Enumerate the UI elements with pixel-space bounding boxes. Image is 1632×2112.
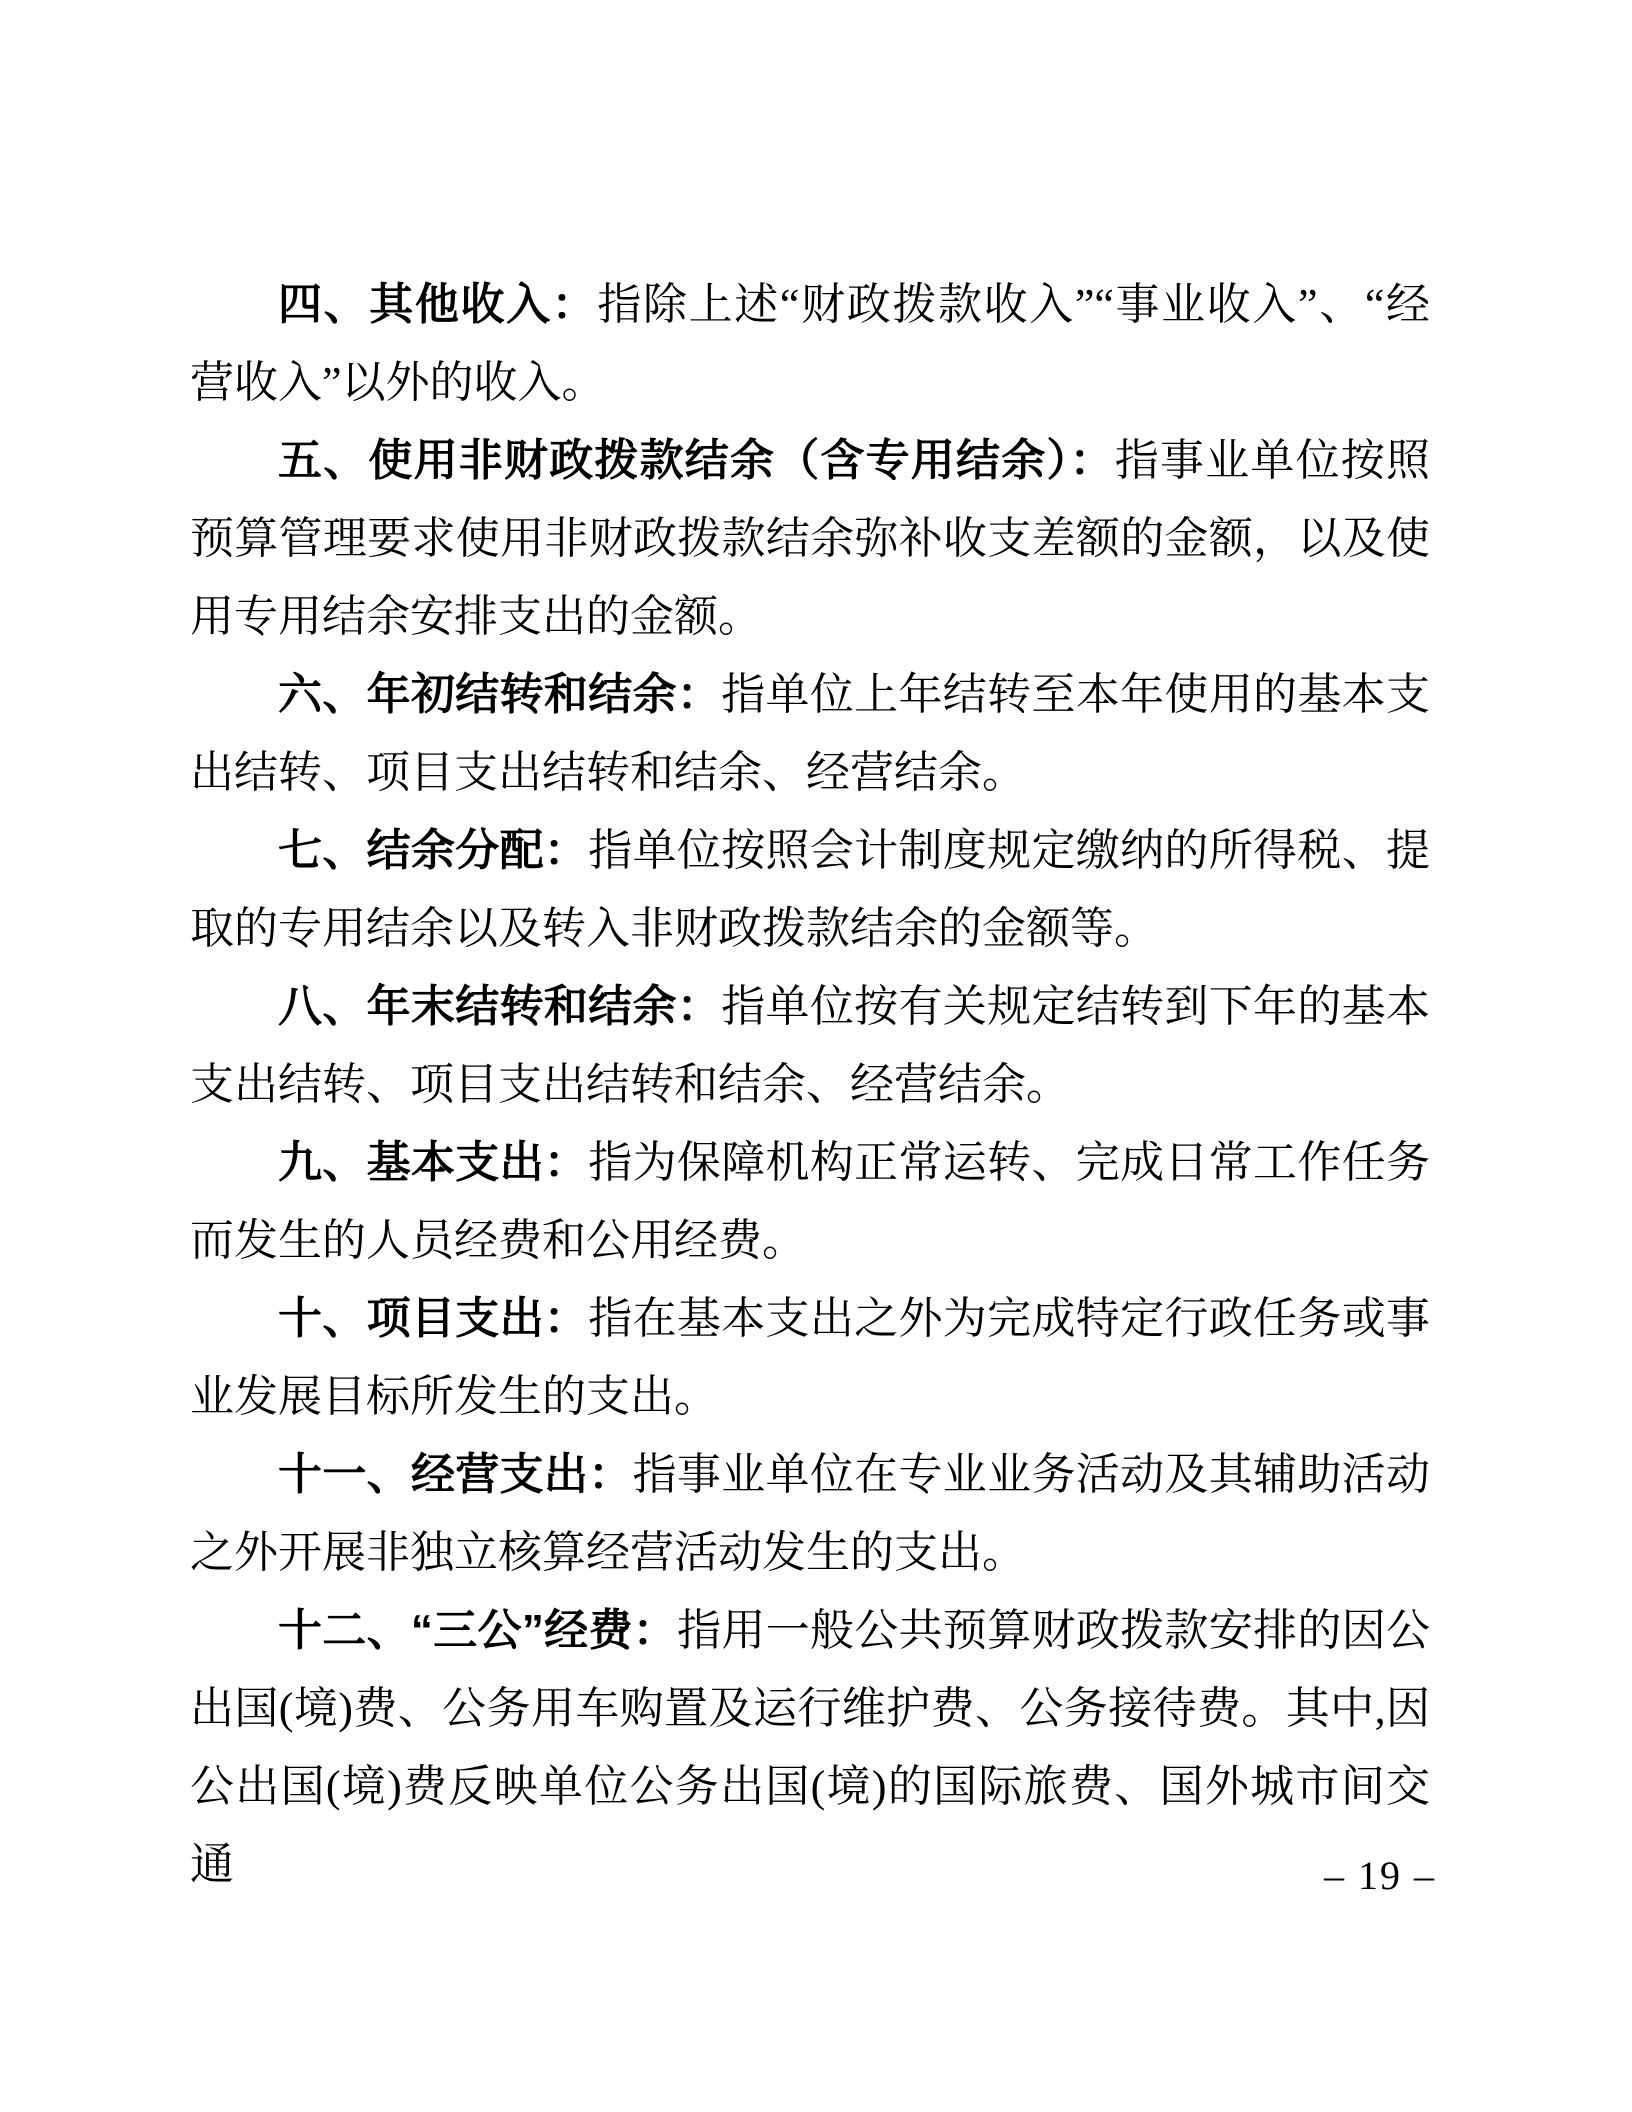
definition-text: 指事业单位在专业业务活动及其辅助活动之外开展非独立核算经营活动发生的支出。 (190, 1450, 1431, 1577)
definition-text: 指在基本支出之外为完成特定行政任务或事业发展目标所发生的支出。 (190, 1294, 1431, 1421)
term-label: 五、使用非财政拨款结余（含专用结余）： (278, 436, 1115, 485)
definition-paragraph (190, 1592, 1430, 1904)
definition-paragraph (190, 968, 1430, 1124)
definition-text: 指为保障机构正常运转、完成日常工作任务而发生的人员经费和公用经费。 (190, 1138, 1431, 1265)
definition-text: 指单位按有关规定结转到下年的基本支出结转、项目支出结转和结余、经营结余。 (190, 982, 1431, 1109)
definition-text: 指单位上年结转至本年使用的基本支出结转、项目支出结转和结余、经营结余。 (190, 670, 1431, 797)
definition-paragraph (190, 812, 1430, 968)
definition-paragraph (190, 266, 1430, 422)
definition-paragraph (190, 1124, 1430, 1280)
definition-paragraph (190, 1436, 1430, 1592)
term-label: 七、结余分配： (278, 826, 589, 875)
document-body (190, 266, 1430, 1904)
definition-paragraph (190, 1280, 1430, 1436)
term-label: 十一、经营支出： (278, 1450, 633, 1499)
term-label: 四、其他收入： (278, 280, 598, 329)
term-label: 十二、“三公”经费： (278, 1606, 678, 1655)
term-label: 十、项目支出： (278, 1294, 589, 1343)
definition-text: 指除上述“财政拨款收入”“事业收入”、“经营收入”以外的收入。 (190, 280, 1430, 407)
term-label: 六、年初结转和结余： (278, 670, 722, 719)
term-label: 八、年末结转和结余： (278, 982, 722, 1031)
definition-text: 指单位按照会计制度规定缴纳的所得税、提取的专用结余以及转入非财政拨款结余的金额等。 (190, 826, 1431, 953)
definition-text: 指用一般公共预算财政拨款安排的因公出国(境)费、公务用车购置及运行维护费、公务接待费。其中,因公出国(境)费反映单位公务出国(境)的国际旅费、国外城市间交通 (190, 1606, 1430, 1889)
term-label: 九、基本支出： (278, 1138, 589, 1187)
definition-paragraph (190, 656, 1430, 812)
definition-paragraph (190, 422, 1430, 656)
definition-text: 指事业单位按照预算管理要求使用非财政拨款结余弥补收支差额的金额，以及使用专用结余安排支出的金额。 (190, 436, 1431, 641)
page-number: – 19 – (1324, 1853, 1436, 1898)
